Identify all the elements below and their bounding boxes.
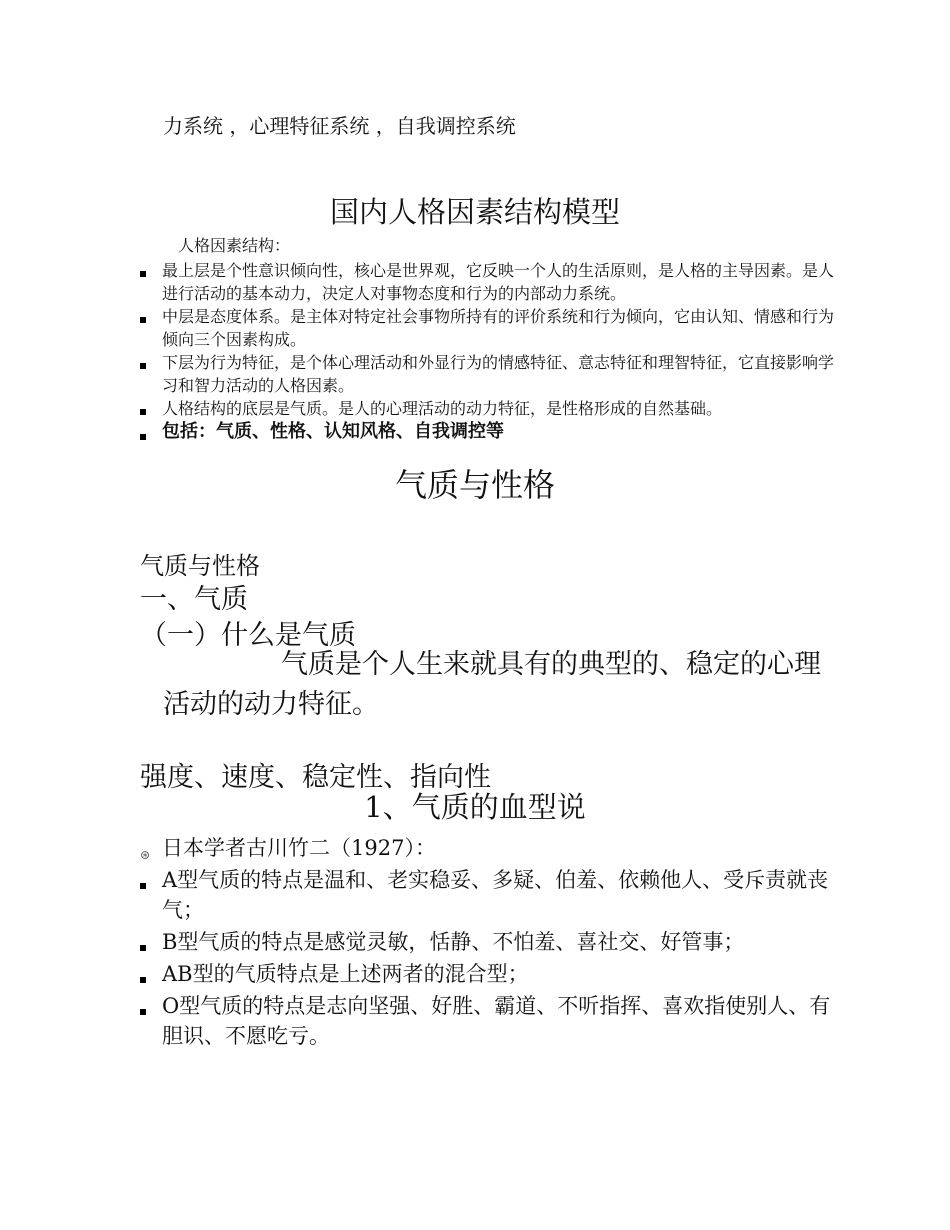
intro-label: 人格因素结构： [178,236,291,255]
square-bullet-icon [140,409,146,415]
list-item: ⊛ 日本学者古川竹二（1927）： [140,833,840,863]
square-bullet-icon [140,434,146,440]
traits-line: 强度、速度、稳定性、指向性 [140,762,491,793]
blood-type-list [140,833,840,1053]
square-bullet-icon [140,317,146,323]
list-item: 人格结构的底层是气质。是人的心理活动的动力特征，是性格形成的自然基础。 [140,397,840,420]
square-bullet-icon [140,271,146,277]
continuation-line: 力系统 ，心理特征系统 ，自我调控系统 [163,114,516,138]
square-bullet-icon [140,977,146,983]
list-item: B型气质的特点是感觉灵敏，恬静、不怕羞、喜社交、好管事； [140,927,840,957]
list-item: O型气质的特点是志向坚强、好胜、霸道、不听指挥、喜欢指使别人、有胆识、不愿吃亏。 [140,991,840,1051]
definition-paragraph: 气质是个人生来就具有的典型的、稳定的心理活动的动力特征。 [163,649,821,720]
section-title-blood-type: 1、气质的血型说 [364,790,586,824]
square-bullet-icon [140,1009,146,1015]
square-bullet-icon [140,363,146,369]
subtitle: 气质与性格 [140,552,260,580]
section-title-temperament: 气质与性格 [394,466,555,504]
section-title-personality-model: 国内人格因素结构模型 [329,195,620,229]
list-item: 包括：气质、性格、认知风格、自我调控等 [140,420,840,444]
personality-structure-list [140,259,840,444]
square-bullet-icon [140,945,146,951]
list-item: 中层是态度体系。是主体对特定社会事物所持有的评价系统和行为倾向，它由认知、情感和行为倾向三个因素构成。 [140,305,840,351]
heading-what-is-temperament: （一）什么是气质 [140,620,356,651]
list-item: 最上层是个性意识倾向性，核心是世界观，它反映一个人的生活原则，是人格的主导因素。是人进行活动的基本动力，决定人对事物态度和行为的内部动力系统。 [140,259,840,305]
square-bullet-icon [140,883,146,889]
list-item: A型气质的特点是温和、老实稳妥、多疑、伯羞、依赖他人、受斥责就丧气； [140,865,840,925]
list-item: 下层为行为特征，是个体心理活动和外显行为的情感特征、意志特征和理智特征，它直接影响学习和智力活动的人格因素。 [140,351,840,397]
heading-temperament: 一、气质 [140,584,248,615]
gear-bullet-icon: ⊛ [140,848,151,862]
list-item: AB型的气质特点是上述两者的混合型； [140,959,840,989]
